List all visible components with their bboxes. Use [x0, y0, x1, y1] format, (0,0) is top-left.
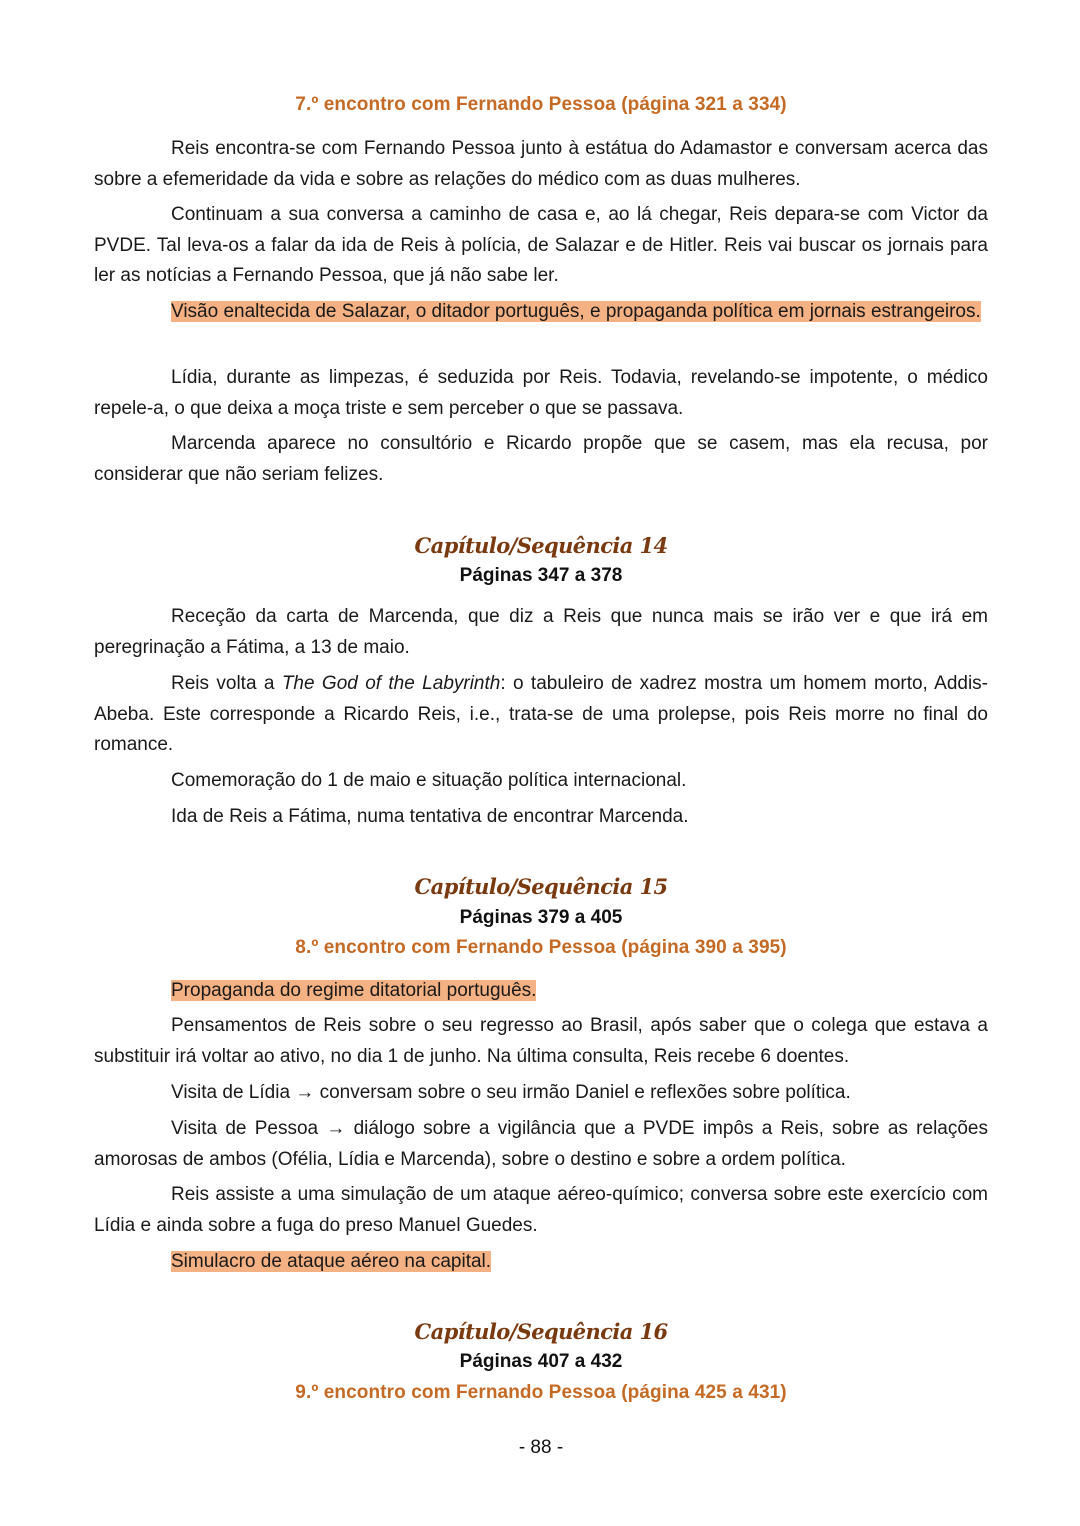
chapter-title-14: Capítulo/Sequência 14: [414, 533, 668, 558]
paragraph: Ida de Reis a Fátima, numa tentativa de encontrar Marcenda.: [171, 806, 689, 827]
book-title: The God of the Labyrinth: [281, 673, 501, 694]
chapter-pages-15: Páginas 379 a 405: [459, 907, 623, 928]
highlighted-paragraph: [94, 976, 988, 1007]
paragraph: Receção da carta de Marcenda, que diz a Reis que nunca mais se irão ver e que irá em peregrinação a Fátima, a 13 de maio.: [94, 606, 988, 658]
encounter-heading-8: 8.º encontro com Fernando Pessoa (página 390 a 395): [295, 937, 787, 958]
chapter-pages-14: Páginas 347 a 378: [459, 565, 623, 586]
highlight-text: Simulacro de ataque aéreo na capital.: [171, 1251, 492, 1272]
paragraph: Reis encontra-se com Fernando Pessoa junto à estátua do Adamastor e conversam acerca das sobre a efemeridade da vida e sobre as relações do médico com as duas mulheres.: [94, 138, 988, 190]
chapter-title-15: Capítulo/Sequência 15: [414, 874, 668, 899]
highlighted-paragraph: [94, 297, 988, 328]
encounter-heading-7: 7.º encontro com Fernando Pessoa (página 321 a 334): [295, 94, 787, 115]
encounter-heading-9: 9.º encontro com Fernando Pessoa (página 425 a 431): [295, 1382, 787, 1403]
paragraph: Visita de Pessoa → diálogo sobre a vigilância que a PVDE impôs a Reis, sobre as relações amorosas de ambos (Ofélia, Lídia e Marcenda), sobre o destino e sobre a ordem política.: [94, 1118, 988, 1170]
highlight-text: Propaganda do regime ditatorial português.: [171, 980, 537, 1001]
paragraph: Pensamentos de Reis sobre o seu regresso ao Brasil, após saber que o colega que estava a substituir irá voltar ao ativo, no dia 1 de junho. Na última consulta, Reis recebe 6 doentes.: [94, 1015, 988, 1067]
chapter-pages-16: Páginas 407 a 432: [459, 1351, 623, 1372]
paragraph: Visita de Lídia → conversam sobre o seu irmão Daniel e reflexões sobre política.: [171, 1082, 851, 1103]
chapter-title-16: Capítulo/Sequência 16: [414, 1319, 668, 1344]
paragraph: Continuam a sua conversa a caminho de casa e, ao lá chegar, Reis depara-se com Victor da PVDE. Tal leva-os a falar da ida de Reis à polícia, de Salazar e de Hitler. Reis vai buscar os jornais para ler as notícias a Fernando Pessoa, que já não sabe ler.: [94, 204, 988, 286]
page-number: - 88 -: [518, 1437, 564, 1458]
paragraph: Comemoração do 1 de maio e situação política internacional.: [171, 770, 687, 791]
text-run: Reis volta a: [171, 673, 282, 694]
highlight-text: Visão enaltecida de Salazar, o ditador português, e propaganda política em jornais estrangeiros.: [171, 301, 981, 322]
paragraph: Lídia, durante as limpezas, é seduzida por Reis. Todavia, revelando-se impotente, o médico repele-a, o que deixa a moça triste e sem perceber o que se passava.: [94, 367, 988, 419]
paragraph: Marcenda aparece no consultório e Ricardo propõe que se casem, mas ela recusa, por considerar que não seriam felizes.: [94, 433, 988, 485]
text-run: : o tabuleiro de xadrez mostra um homem morto, Addis-Abeba. Este corresponde a Ricardo Reis, i.e., trata-se de uma prolepse, pois Reis morre no final do romance.: [94, 673, 989, 755]
paragraph: Reis assiste a uma simulação de um ataque aéreo-químico; conversa sobre este exercício com Lídia e ainda sobre a fuga do preso Manuel Guedes.: [94, 1184, 988, 1236]
paragraph: [94, 669, 988, 761]
highlighted-paragraph: [94, 1247, 988, 1278]
